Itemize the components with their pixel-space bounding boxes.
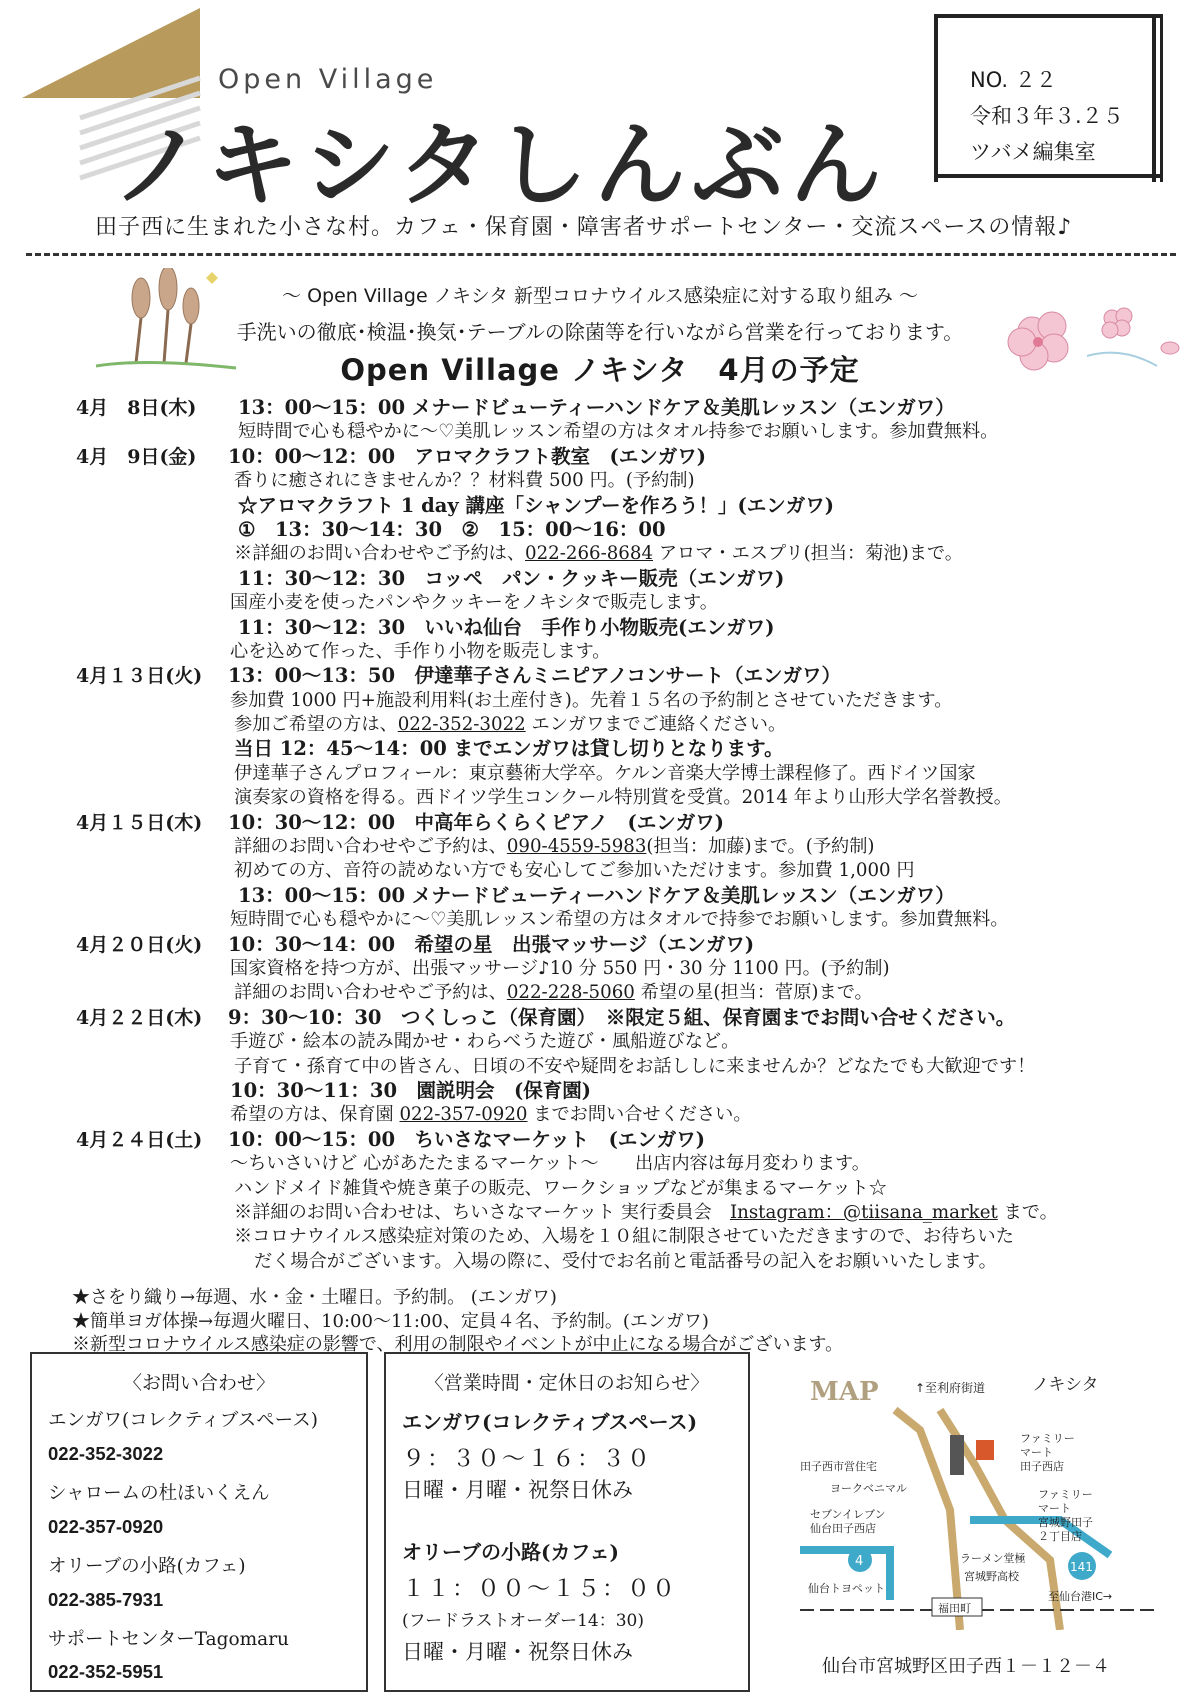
schedule-row bbox=[70, 1006, 1150, 1030]
schedule-row bbox=[70, 1225, 1150, 1249]
schedule-row bbox=[70, 689, 1150, 713]
schedule-text: 11：30～12：30 いいね仙台 手作り小物販売(エンガワ) bbox=[238, 615, 775, 639]
contact-link[interactable]: 090-4559-5983 bbox=[506, 836, 647, 858]
map-family-mart-2-line: 宮城野田子 bbox=[1038, 1516, 1093, 1529]
schedule-row bbox=[70, 884, 1150, 908]
map-york-label: ヨークベニマル bbox=[830, 1482, 907, 1495]
schedule-text: 13：00～13：50 伊達華子さんミニピアノコンサート（エンガワ） bbox=[228, 664, 842, 688]
issue-editor: ツバメ編集室 bbox=[970, 140, 1096, 164]
schedule-text-pre: ※詳細のお問い合わせは、ちいさなマーケット 実行委員会 bbox=[234, 1201, 730, 1223]
schedule-text-pre: 詳細のお問い合わせやご予約は、 bbox=[234, 982, 507, 1004]
map-seven-line: セブンイレブン bbox=[810, 1508, 886, 1521]
schedule-list bbox=[70, 396, 1150, 1274]
contact-link[interactable]: Instagram：@tiisana_market bbox=[729, 1201, 998, 1223]
schedule-text: ☆アロマクラフト 1 day 講座「シャンプーを作ろう！」(エンガワ) bbox=[238, 493, 835, 517]
schedule-text bbox=[234, 835, 875, 859]
schedule-row bbox=[70, 542, 1150, 566]
engawa-name: エンガワ(コレクティブスペース) bbox=[402, 1410, 698, 1434]
contact-name: エンガワ(コレクティブスペース) bbox=[48, 1410, 318, 1431]
schedule-text-pre: 希望の方は、保育園 bbox=[230, 1104, 400, 1126]
schedule-text bbox=[234, 981, 873, 1005]
schedule-text: 演奏家の資格を得る。西ドイツ学生コンクール特別賞を受賞。2014 年より山形大学名誉教授。 bbox=[234, 787, 1012, 809]
schedule-text: 9：30～10：30 つくしっこ（保育園） ※限定５組、保育園までお問い合せください。 bbox=[228, 1005, 1016, 1029]
contact-phone[interactable]: 022-357-0920 bbox=[48, 1516, 164, 1537]
schedule-row bbox=[70, 616, 1150, 640]
map-port-label: 至仙台港IC→ bbox=[1048, 1590, 1113, 1603]
schedule-title: Open Village ノキシタ 4月の予定 bbox=[340, 353, 860, 387]
olive-lastorder: (フードラストオーダー14：30) bbox=[402, 1611, 644, 1631]
covid-measures-title: ～ Open Village ノキシタ 新型コロナウイルス感染症に対する取り組み ～ bbox=[282, 285, 918, 307]
schedule-row bbox=[70, 1079, 1150, 1103]
schedule-row bbox=[70, 859, 1150, 883]
contact-name: サポートセンターTagomaru bbox=[48, 1629, 289, 1650]
map-family-mart-2-line: ファミリー bbox=[1038, 1488, 1093, 1501]
schedule-text bbox=[234, 713, 786, 737]
schedule-text bbox=[230, 1103, 752, 1127]
contact-link[interactable]: 022-352-3022 bbox=[397, 714, 526, 736]
schedule-text: 短時間で心も穏やかに～♡美肌レッスン希望の方はタオル持参でお願いします。参加費無料。 bbox=[238, 421, 999, 443]
contact-title: 〈お問い合わせ〉 bbox=[122, 1372, 275, 1394]
engawa-closed: 日曜・月曜・祝祭日休み bbox=[402, 1478, 633, 1502]
schedule-text: 心を込めて作った、手作り小物を販売します。 bbox=[230, 640, 611, 662]
schedule-row bbox=[70, 1152, 1150, 1176]
schedule-date: 4月１５日(木) bbox=[76, 811, 203, 834]
schedule-date: 4月２０日(火) bbox=[76, 933, 203, 956]
divider bbox=[26, 253, 1176, 256]
schedule-text: だく場合がございます。入場の際に、受付でお名前と電話番号の記入をお願いいたします。 bbox=[254, 1250, 997, 1272]
olive-hours: １１：００～１５：００ bbox=[402, 1576, 677, 1602]
schedule-text bbox=[234, 1201, 1058, 1225]
schedule-row bbox=[70, 420, 1150, 444]
schedule-row bbox=[70, 1055, 1150, 1079]
schedule-date: 4月 9日(金) bbox=[76, 445, 197, 468]
schedule-text-post: アロマ・エスプリ(担当：菊池)まで。 bbox=[653, 543, 963, 565]
contact-name: オリーブの小路(カフェ) bbox=[48, 1556, 246, 1577]
issue-number: NO. ２２ bbox=[970, 68, 1057, 92]
schedule-text: 子育て・孫育て中の皆さん、日頃の不安や疑問をお話ししに来ませんか？どなたでも大歓迎です！ bbox=[234, 1055, 1036, 1077]
olive-name: オリーブの小路(カフェ) bbox=[402, 1540, 619, 1564]
map-family-mart-2-line: ２丁目店 bbox=[1038, 1530, 1082, 1543]
schedule-row bbox=[70, 762, 1150, 786]
schedule-text: ハンドメイド雑貨や焼き菓子の販売、ワークショップなどが集まるマーケット☆ bbox=[234, 1177, 887, 1199]
schedule-text: 10：30～14：00 希望の星 出張マッサージ（エンガワ) bbox=[228, 932, 755, 956]
issue-box bbox=[934, 14, 1160, 182]
schedule-date: 4月２４日(土) bbox=[76, 1128, 203, 1151]
schedule-text: 11：30～12：30 コッペ パン・クッキー販売（エンガワ) bbox=[238, 566, 785, 590]
schedule-row bbox=[70, 737, 1150, 761]
schedule-text: ～ちいさいけど 心があたたまるマーケット～ 出店内容は毎月変わります。 bbox=[230, 1153, 870, 1175]
map-family-mart-1-line: マート bbox=[1020, 1446, 1053, 1459]
schedule-text bbox=[234, 542, 963, 566]
schedule-text: ① 13：30～14：30 ② 15：00～16：00 bbox=[238, 517, 666, 541]
schedule-text-pre: 参加ご希望の方は、 bbox=[234, 714, 398, 736]
covid-measures-text: 手洗いの徹底･検温･換気･テーブルの除菌等を行いながら営業を行っております。 bbox=[236, 320, 964, 344]
schedule-row bbox=[70, 713, 1150, 737]
map-ramen-label: ラーメン堂極 bbox=[960, 1552, 1026, 1565]
schedule-text: 参加費 1000 円+施設利用料(お土産付き)。先着１５名の予約制とさせていただきます。 bbox=[230, 689, 953, 711]
schedule-row bbox=[70, 640, 1150, 664]
schedule-text: 手遊び・絵本の読み聞かせ・わらべうた遊び・風船遊びなど。 bbox=[230, 1031, 740, 1053]
schedule-row bbox=[70, 908, 1150, 932]
schedule-row bbox=[70, 1177, 1150, 1201]
contact-box bbox=[30, 1352, 368, 1692]
schedule-date: 4月１３日(火) bbox=[76, 665, 203, 688]
schedule-date: 4月２２日(木) bbox=[76, 1006, 203, 1029]
schedule-row bbox=[70, 981, 1150, 1005]
schedule-text: 10：30～12：00 中高年らくらくピアノ (エンガワ) bbox=[228, 810, 724, 834]
schedule-row bbox=[70, 957, 1150, 981]
contact-link[interactable]: 022-228-5060 bbox=[506, 982, 635, 1004]
map-family-mart-1-line: ファミリー bbox=[1020, 1432, 1075, 1445]
map-nokishita-label: ノキシタ bbox=[1032, 1375, 1099, 1395]
schedule-text-post: エンガワまでご連絡ください。 bbox=[525, 714, 787, 736]
newsletter-title: ノキシタしんぶん bbox=[112, 112, 888, 219]
schedule-row bbox=[70, 1030, 1150, 1054]
route-141-label: 141 bbox=[1070, 1560, 1093, 1574]
route-4-label: 4 bbox=[855, 1554, 864, 1569]
schedule-text: 短時間で心も穏やかに～♡美肌レッスン希望の方はタオルで持参でお願いします。参加費無料。 bbox=[230, 909, 1009, 931]
hours-title: 〈営業時間・定休日のお知らせ〉 bbox=[424, 1372, 710, 1394]
schedule-text: 13：00～15：00 メナードビューティーハンドケア＆美肌レッスン（エンガワ） bbox=[238, 396, 955, 419]
engawa-hours: ９：３０～１６：３０ bbox=[402, 1446, 652, 1472]
map-title: MAP bbox=[810, 1377, 879, 1407]
map-seven-line: 仙台田子西店 bbox=[810, 1522, 876, 1535]
contact-name: シャロームの杜ほいくえん bbox=[48, 1483, 270, 1504]
schedule-row bbox=[70, 494, 1150, 518]
schedule-text: 国産小麦を使ったパンやクッキーをノキシタで販売します。 bbox=[230, 592, 718, 614]
issue-date: 令和３年３.２５ bbox=[970, 104, 1124, 128]
olive-closed: 日曜・月曜・祝祭日休み bbox=[402, 1640, 633, 1664]
schedule-text: 10：00～12：00 アロマクラフト教室 (エンガワ) bbox=[228, 444, 706, 468]
schedule-row bbox=[70, 664, 1150, 688]
schedule-text: 国家資格を持つ方が、出張マッサージ♪10 分 550 円・30 分 1100 円。(予約制) bbox=[230, 957, 890, 979]
schedule-text: 伊達華子さんプロフィール：東京藝術大学卒。ケルン音楽大学博士課程修了。西ドイツ国家 bbox=[234, 762, 976, 784]
map-school-label: 宮城野高校 bbox=[964, 1570, 1019, 1583]
map-family-mart-1-line: 田子西店 bbox=[1020, 1460, 1064, 1473]
schedule-row bbox=[70, 1103, 1150, 1127]
schedule-text: 初めての方、音符の読めない方でも安心してご参加いただけます。参加費 1,000 円 bbox=[234, 860, 915, 882]
map-housing-label: 田子西市営住宅 bbox=[800, 1460, 877, 1473]
map-road-north: ↑至利府街道 bbox=[915, 1381, 986, 1395]
schedule-text: ※コロナウイルス感染症対策のため、入場を１０組に制限させていただきますので、お待ちいた bbox=[234, 1226, 1014, 1248]
schedule-text: 10：30～11：30 園説明会 (保育園) bbox=[230, 1078, 591, 1102]
contact-phone[interactable]: 022-352-5951 bbox=[48, 1661, 164, 1682]
address: 仙台市宮城野区田子西１－１２－４ bbox=[822, 1656, 1110, 1677]
schedule-row bbox=[70, 811, 1150, 835]
map-family-mart-2-line: マート bbox=[1038, 1502, 1071, 1515]
note-item: ※新型コロナウイルス感染症の影響で、利用の制限やイベントが中止になる場合がございます。 bbox=[72, 1334, 844, 1355]
schedule-text: 当日 12：45～14：00 までエンガワは貸し切りとなります。 bbox=[234, 737, 784, 761]
schedule-row bbox=[70, 396, 1150, 420]
schedule-row bbox=[70, 786, 1150, 810]
note-item: ★簡単ヨガ体操→毎週火曜日、10:00～11:00、定員４名、予約制。(エンガワ) bbox=[72, 1310, 709, 1332]
schedule-text-post: (担当：加藤)まで。(予約制) bbox=[646, 836, 875, 858]
contact-link[interactable]: 022-357-0920 bbox=[399, 1104, 528, 1126]
schedule-row bbox=[70, 1250, 1150, 1274]
map-fukuda-label: 福田町 bbox=[938, 1602, 971, 1615]
schedule-text: 10：00～15：00 ちいさなマーケット (エンガワ) bbox=[228, 1127, 706, 1151]
contact-phone[interactable]: 022-352-3022 bbox=[48, 1443, 164, 1464]
map-toyopet-label: 仙台トヨペット bbox=[808, 1582, 885, 1595]
contact-link[interactable]: 022-266-8684 bbox=[525, 543, 654, 565]
schedule-text-post: 希望の星(担当：菅原)まで。 bbox=[634, 982, 873, 1004]
access-map bbox=[800, 1370, 1170, 1630]
schedule-row bbox=[70, 933, 1150, 957]
schedule-text-pre: 詳細のお問い合わせやご予約は、 bbox=[234, 836, 507, 858]
schedule-text: 13：00～15：00 メナードビューティーハンドケア＆美肌レッスン（エンガワ） bbox=[238, 883, 955, 907]
schedule-row bbox=[70, 445, 1150, 469]
schedule-text-post: までお問い合せください。 bbox=[527, 1104, 752, 1126]
schedule-row bbox=[70, 567, 1150, 591]
schedule-row bbox=[70, 835, 1150, 859]
schedule-row bbox=[70, 469, 1150, 493]
schedule-row bbox=[70, 1201, 1150, 1225]
note-item: ★さをり織り→毎週、水・金・土曜日。予約制。 (エンガワ) bbox=[72, 1287, 557, 1308]
contact-phone[interactable]: 022-385-7931 bbox=[48, 1589, 164, 1610]
schedule-row bbox=[70, 1128, 1150, 1152]
schedule-text-pre: ※詳細のお問い合わせやご予約は、 bbox=[234, 543, 526, 565]
schedule-text: 香りに癒されにきませんか？？材料費 500 円。(予約制) bbox=[234, 470, 695, 492]
schedule-date: 4月 8日(木) bbox=[76, 397, 197, 419]
hours-box bbox=[384, 1352, 750, 1692]
schedule-row bbox=[70, 518, 1150, 542]
schedule-text-post: まで。 bbox=[997, 1201, 1058, 1223]
tagline: 田子西に生まれた小さな村。カフェ・保育園・障害者サポートセンター・交流スペースの情報♪ bbox=[95, 215, 1073, 240]
schedule-notes bbox=[72, 1286, 843, 1357]
brand-name: Open Village bbox=[218, 64, 438, 95]
schedule-row bbox=[70, 591, 1150, 615]
